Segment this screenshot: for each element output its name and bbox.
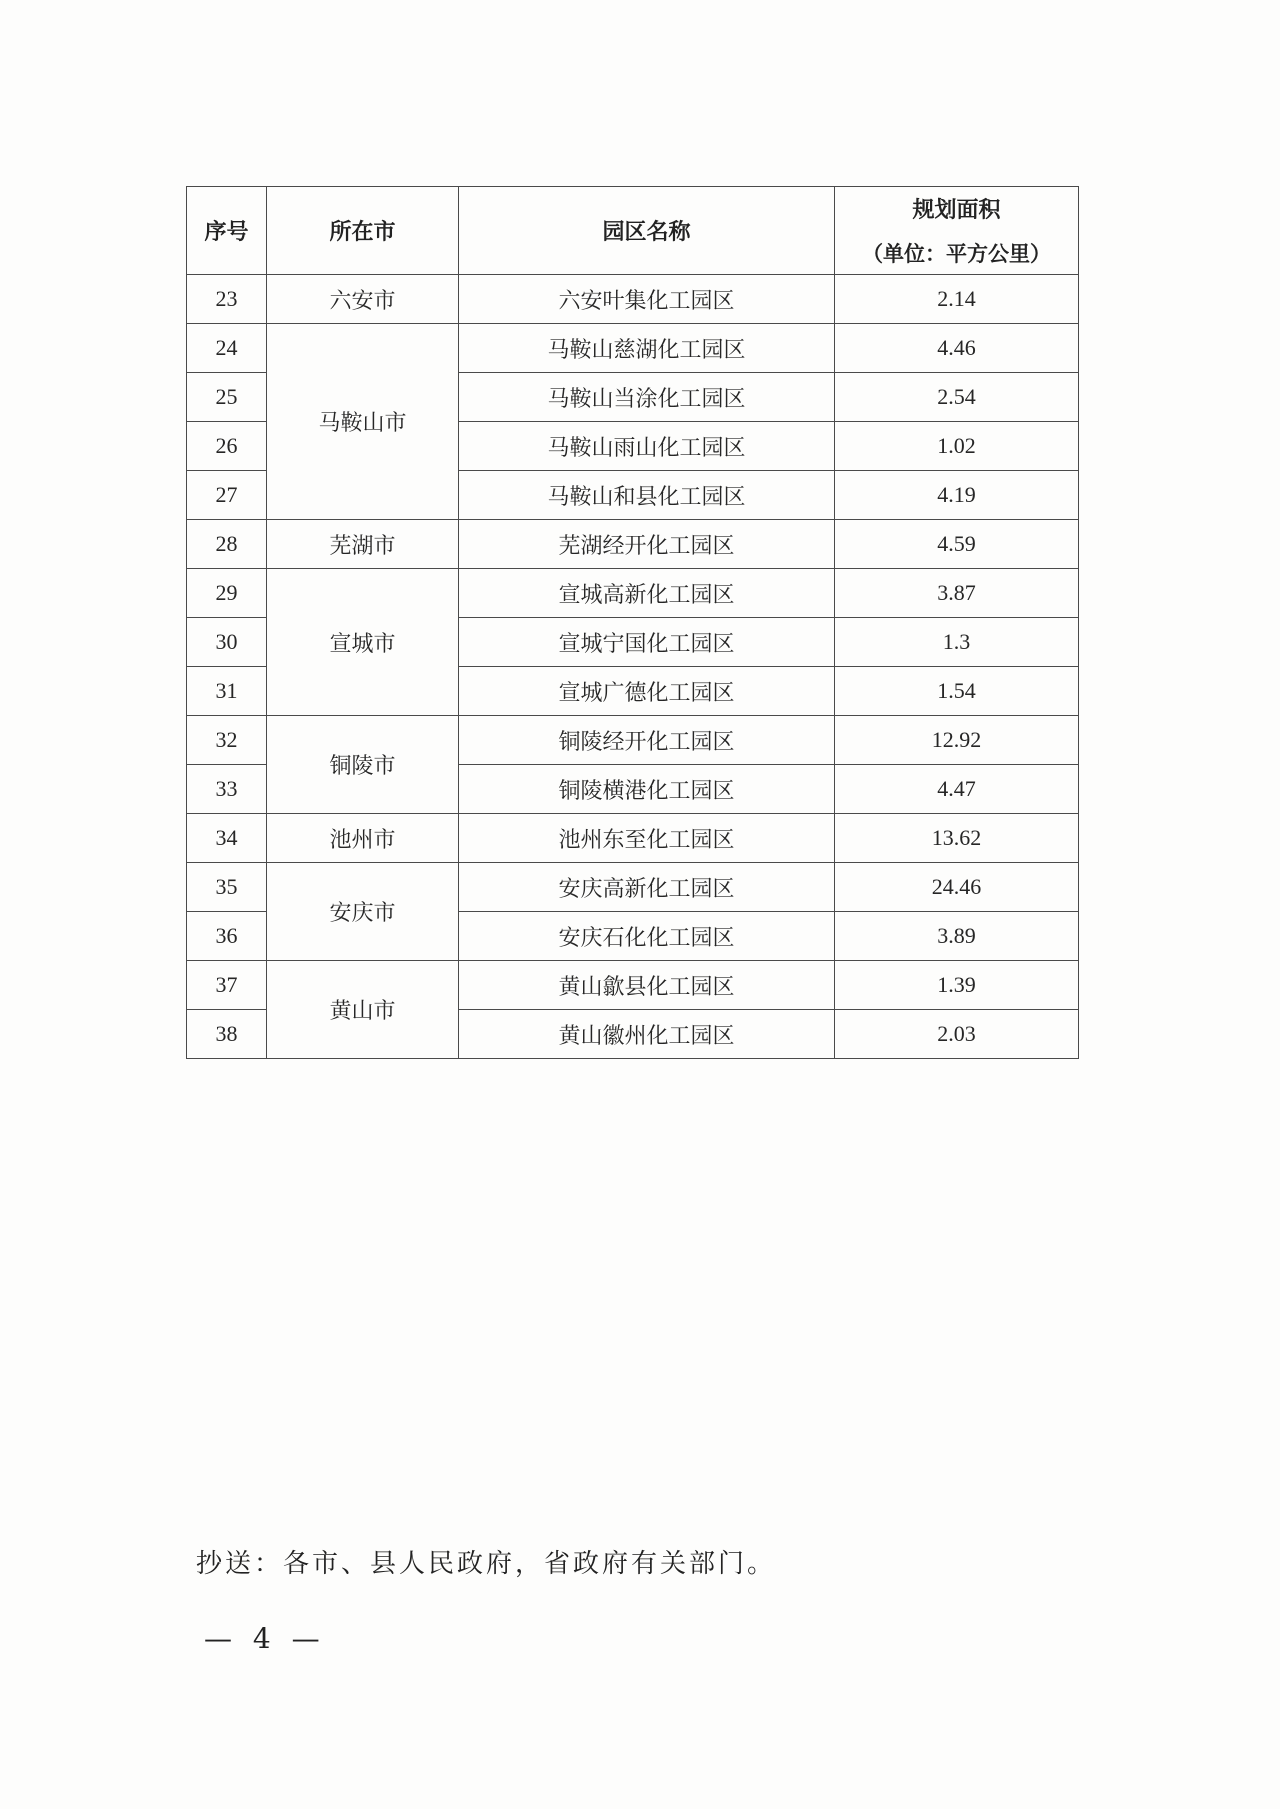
city-cell: 池州市 — [267, 814, 459, 863]
table-row — [187, 520, 1079, 569]
park-name-cell: 马鞍山雨山化工园区 — [459, 422, 835, 471]
seq-cell: 24 — [187, 324, 267, 373]
header-city: 所在市 — [267, 187, 459, 275]
area-cell: 4.47 — [835, 765, 1079, 814]
header-planned-area — [835, 187, 1079, 275]
park-name-cell: 安庆高新化工园区 — [459, 863, 835, 912]
area-cell: 1.39 — [835, 961, 1079, 1010]
park-name-cell: 芜湖经开化工园区 — [459, 520, 835, 569]
page-number: — 4 — — [204, 1622, 326, 1655]
table-row — [187, 814, 1079, 863]
park-name-cell: 池州东至化工园区 — [459, 814, 835, 863]
area-cell: 3.89 — [835, 912, 1079, 961]
park-name-cell: 黄山歙县化工园区 — [459, 961, 835, 1010]
city-cell: 安庆市 — [267, 863, 459, 961]
seq-cell: 26 — [187, 422, 267, 471]
seq-cell: 27 — [187, 471, 267, 520]
table-row — [187, 324, 1079, 373]
seq-cell: 37 — [187, 961, 267, 1010]
area-cell: 2.03 — [835, 1010, 1079, 1059]
area-cell: 4.46 — [835, 324, 1079, 373]
seq-cell: 30 — [187, 618, 267, 667]
cc-distribution-line: 抄送：各市、县人民政府，省政府有关部门。 — [196, 1549, 777, 1579]
park-name-cell: 马鞍山和县化工园区 — [459, 471, 835, 520]
park-name-cell: 宣城广德化工园区 — [459, 667, 835, 716]
park-name-cell: 六安叶集化工园区 — [459, 275, 835, 324]
seq-cell: 32 — [187, 716, 267, 765]
header-park-name: 园区名称 — [459, 187, 835, 275]
seq-cell: 35 — [187, 863, 267, 912]
seq-cell: 34 — [187, 814, 267, 863]
park-name-cell: 铜陵经开化工园区 — [459, 716, 835, 765]
park-name-cell: 铜陵横港化工园区 — [459, 765, 835, 814]
area-cell: 4.59 — [835, 520, 1079, 569]
seq-cell: 23 — [187, 275, 267, 324]
seq-cell: 33 — [187, 765, 267, 814]
header-seq: 序号 — [187, 187, 267, 275]
table-row — [187, 863, 1079, 912]
park-name-cell: 马鞍山慈湖化工园区 — [459, 324, 835, 373]
seq-cell: 25 — [187, 373, 267, 422]
city-cell: 铜陵市 — [267, 716, 459, 814]
table-row — [187, 275, 1079, 324]
city-cell: 黄山市 — [267, 961, 459, 1059]
table-header-row — [187, 187, 1079, 275]
area-cell: 2.54 — [835, 373, 1079, 422]
header-area-unit: （单位：平方公里） — [862, 242, 1051, 266]
table-row — [187, 716, 1079, 765]
seq-cell: 36 — [187, 912, 267, 961]
park-name-cell: 宣城宁国化工园区 — [459, 618, 835, 667]
seq-cell: 38 — [187, 1010, 267, 1059]
area-cell: 1.3 — [835, 618, 1079, 667]
seq-cell: 29 — [187, 569, 267, 618]
area-cell: 1.02 — [835, 422, 1079, 471]
area-cell: 4.19 — [835, 471, 1079, 520]
city-cell: 马鞍山市 — [267, 324, 459, 520]
city-cell: 宣城市 — [267, 569, 459, 716]
seq-cell: 31 — [187, 667, 267, 716]
table-row — [187, 569, 1079, 618]
table-row — [187, 961, 1079, 1010]
chemical-park-table — [186, 186, 1079, 1059]
area-cell: 2.14 — [835, 275, 1079, 324]
area-cell: 3.87 — [835, 569, 1079, 618]
area-cell: 24.46 — [835, 863, 1079, 912]
park-name-cell: 安庆石化化工园区 — [459, 912, 835, 961]
city-cell: 芜湖市 — [267, 520, 459, 569]
area-cell: 1.54 — [835, 667, 1079, 716]
header-area-label: 规划面积 — [912, 198, 1001, 223]
park-name-cell: 黄山徽州化工园区 — [459, 1010, 835, 1059]
area-cell: 12.92 — [835, 716, 1079, 765]
area-cell: 13.62 — [835, 814, 1079, 863]
park-name-cell: 宣城高新化工园区 — [459, 569, 835, 618]
seq-cell: 28 — [187, 520, 267, 569]
park-name-cell: 马鞍山当涂化工园区 — [459, 373, 835, 422]
city-cell: 六安市 — [267, 275, 459, 324]
